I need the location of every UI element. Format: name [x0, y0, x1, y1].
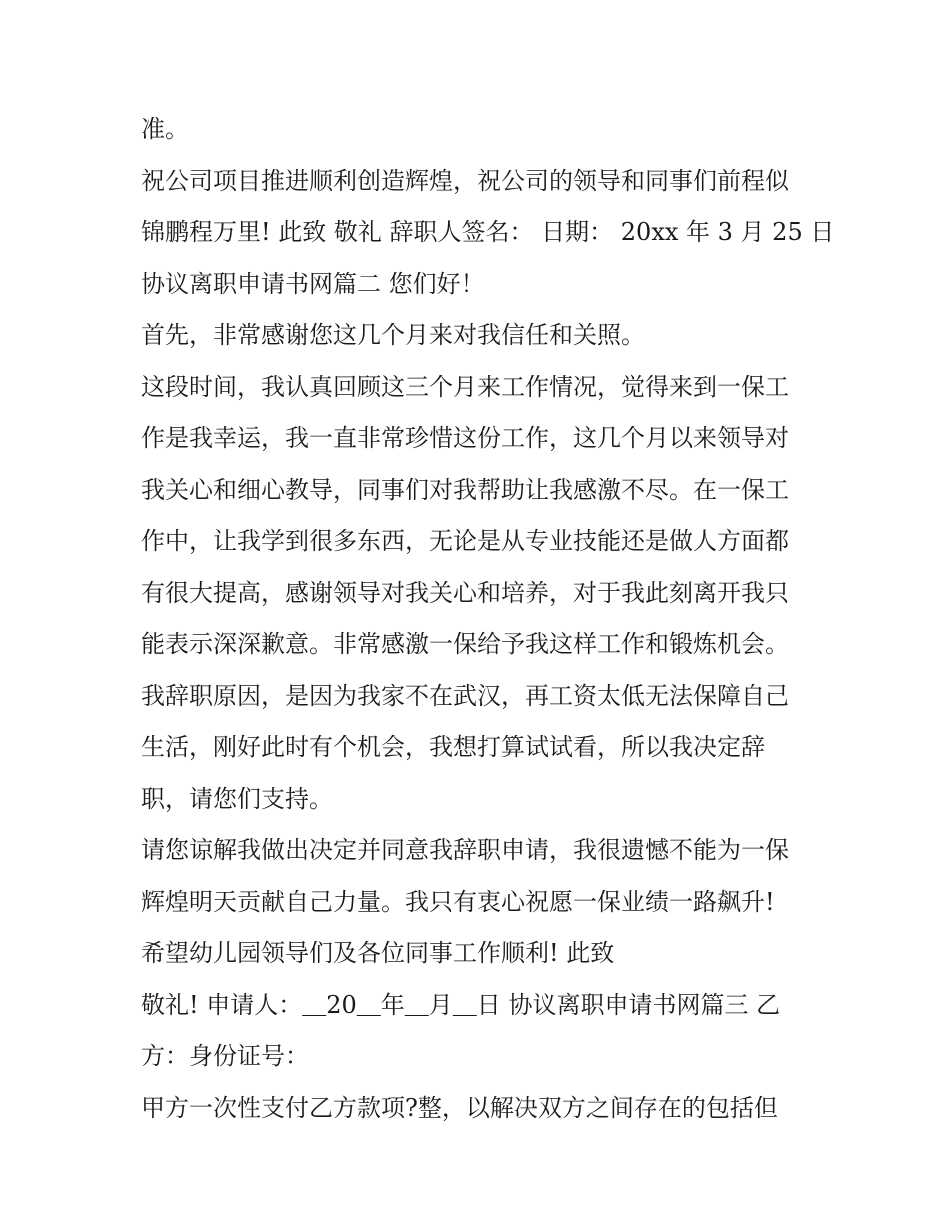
- text-line: 祝公司项目推进顺利创造辉煌，祝公司的领导和同事们前程似: [141, 166, 789, 195]
- text-line: 准。: [141, 115, 189, 143]
- text-line: 生活，刚好此时有个机会，我想打算试试看，所以我决定辞: [141, 733, 765, 761]
- text-line: 锦鹏程万里! 此致 敬礼 辞职人签名： 日期： 20xx 年 3 月 25 日: [141, 218, 835, 246]
- text-line: 希望幼儿园领导们及各位同事工作顺利! 此致: [141, 939, 615, 967]
- text-line: 我关心和细心教导，同事们对我帮助让我感激不尽。在一保工: [141, 475, 789, 504]
- text-line: 作是我幸运，我一直非常珍惜这份工作，这几个月以来领导对: [141, 424, 789, 452]
- text-line: 方：身份证号：: [141, 1042, 309, 1070]
- text-line: 有很大提高，感谢领导对我关心和培养，对于我此刻离开我只: [141, 578, 789, 607]
- text-line: 这段时间，我认真回顾这三个月来工作情况，觉得来到一保工: [141, 372, 789, 401]
- text-line: 职，请您们支持。: [141, 784, 333, 813]
- text-line: 协议离职申请书网篇二 您们好！: [141, 269, 485, 298]
- text-line: 敬礼! 申请人：＿20＿年＿月＿日 协议离职申请书网篇三 乙: [141, 990, 781, 1019]
- text-line: 我辞职原因，是因为我家不在武汉，再工资太低无法保障自己: [141, 681, 789, 710]
- text-line: 辉煌明天贡献自己力量。我只有衷心祝愿一保业绩一路飙升!: [141, 887, 775, 916]
- text-line: 能表示深深歉意。非常感激一保给予我这样工作和锻炼机会。: [141, 630, 789, 658]
- text-line: 作中，让我学到很多东西，无论是从专业技能还是做人方面都: [141, 527, 789, 555]
- text-line: 甲方一次性支付乙方款项?整，以解决双方之间存在的包括但: [141, 1093, 778, 1122]
- text-line: 请您谅解我做出决定并同意我辞职申请，我很遗憾不能为一保: [141, 836, 789, 864]
- document-body: [141, 104, 835, 1134]
- text-line: 首先，非常感谢您这几个月来对我信任和关照。: [141, 321, 645, 349]
